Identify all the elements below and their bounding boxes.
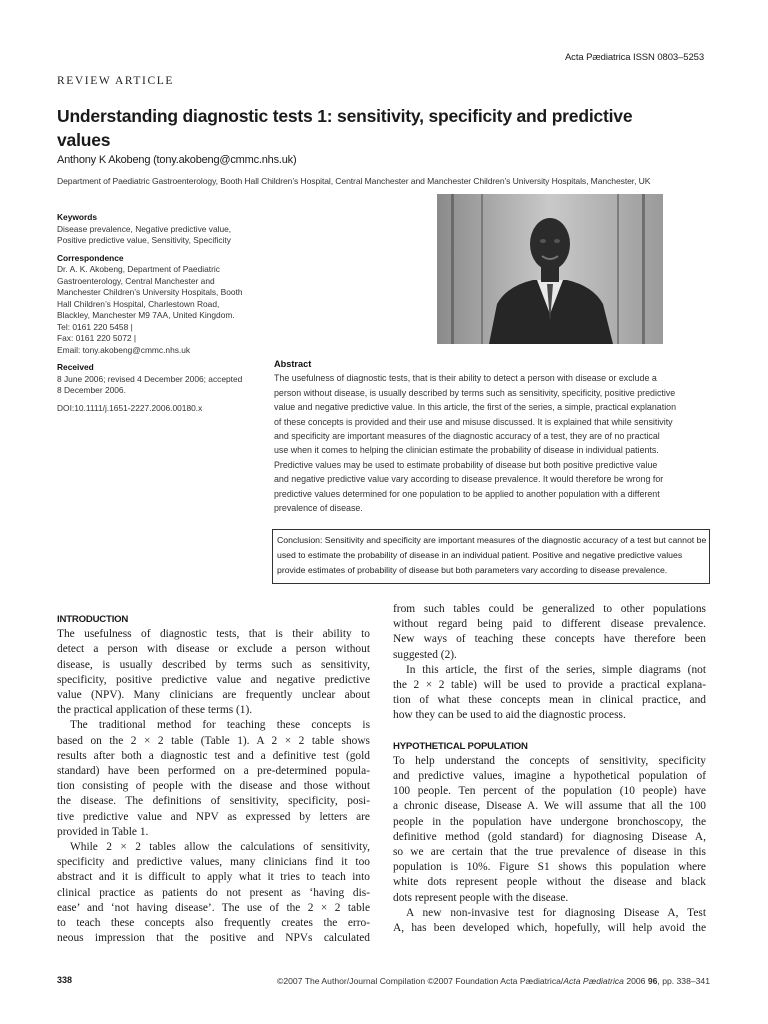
text-line: clinical practice as patients do not present as ‘having dis- bbox=[57, 886, 370, 899]
abstract-line: prevalence of disease. bbox=[274, 503, 363, 514]
right-paragraph-1 bbox=[393, 602, 706, 663]
footer-journal: Acta Pædiatrica bbox=[563, 976, 624, 986]
abstract-line: predictive values determined for one population to be applied to another population with a different bbox=[274, 488, 660, 499]
text-line: specificity, positive predictive value and negative predictive bbox=[57, 673, 370, 686]
doi[interactable]: DOI:10.1111/j.1651-2227.2006.00180.x bbox=[57, 402, 203, 413]
text-line: without regard being paid to different disease prevalence. bbox=[393, 618, 706, 631]
text-line: A, has been developed which, hopefully, will help avoid the bbox=[393, 922, 706, 935]
abstract-line: and specificity are important measures of the diagnostic accuracy of a test, they are of no practical bbox=[274, 431, 660, 442]
correspondence-phone: Tel: 0161 220 5458 | bbox=[57, 321, 133, 332]
conclusion-box bbox=[272, 529, 710, 584]
journal-issn: Acta Pædiatrica ISSN 0803–5253 bbox=[564, 52, 704, 63]
abstract-line: of these concepts is provided and their use and misuse discussed. It is explained that while sensitivity bbox=[274, 416, 673, 427]
text-line: from such tables could be generalized to other populations bbox=[393, 603, 706, 615]
received-line: 8 December 2006. bbox=[57, 385, 126, 395]
text-line: how they can be used to aid the diagnostic process. bbox=[393, 709, 626, 722]
correspondence-line: Blackley, Manchester M9 7AA, United Kingdom. bbox=[57, 310, 235, 320]
text-line: provided in Table 1. bbox=[57, 825, 149, 838]
correspondence-line: Manchester Children’s University Hospitals, Booth bbox=[57, 287, 243, 297]
correspondence-email[interactable]: Email: tony.akobeng@cmmc.nhs.uk bbox=[57, 344, 191, 355]
correspondence-line: Gastroenterology, Central Manchester and bbox=[57, 275, 215, 286]
correspondence-line: Hall Children’s Hospital, Charlestown Road, bbox=[57, 298, 220, 309]
body-column-left bbox=[57, 602, 370, 946]
footer-citation bbox=[277, 976, 710, 986]
text-line: so we are certain that the true prevalence of disease in this bbox=[393, 846, 706, 859]
text-line: specificity and predictive values, many clinicians find it too bbox=[57, 856, 370, 869]
text-line: tion of what these concepts mean in clinical practice, and bbox=[393, 694, 706, 707]
text-line: The usefulness of diagnostic tests, that is their ability to bbox=[57, 628, 370, 641]
text-line: a chronic disease, Disease A. We will assume that all the 100 bbox=[393, 800, 706, 813]
hypo-paragraph-2 bbox=[393, 906, 706, 936]
keywords-line: Positive predictive value, Sensitivity, Specificity bbox=[57, 235, 231, 245]
text-line: New ways of teaching these concepts have therefore been bbox=[393, 633, 706, 646]
text-line: ease’ and ‘not having disease’. The use of the 2 × 2 table bbox=[57, 901, 370, 914]
hypo-paragraph-1 bbox=[393, 754, 706, 906]
text-line: definitive method (gold standard) for diagnosing Disease A, bbox=[393, 830, 706, 843]
text-line: the disease. The definitions of sensitivity, specificity, posi- bbox=[57, 795, 370, 808]
correspondence-fax: Fax: 0161 220 5072 | bbox=[57, 333, 137, 343]
intro-paragraph-2 bbox=[57, 718, 370, 840]
footer-copyright: ©2007 The Author/Journal Compilation ©2007 Foundation Acta Pædiatrica/ bbox=[277, 976, 564, 986]
title-line: Understanding diagnostic tests 1: sensitivity, specificity and predictive bbox=[57, 106, 633, 126]
intro-paragraph-3 bbox=[57, 840, 370, 946]
article-title bbox=[57, 104, 697, 152]
text-line: While 2 × 2 tables allow the calculations of sensitivity, bbox=[70, 841, 370, 854]
text-line: abstract and it is difficult to apply what it tries to teach into bbox=[57, 871, 370, 884]
text-line: The traditional method for teaching these concepts is bbox=[70, 719, 370, 732]
keywords-line: Disease prevalence, Negative predictive value, bbox=[57, 223, 232, 234]
text-line: people in the population have undergone bronchoscopy, the bbox=[393, 815, 706, 828]
abstract-line: The usefulness of diagnostic tests, that is their ability to detect a person with disease or exclude a bbox=[274, 373, 657, 384]
text-line: To help understand the concepts of sensitivity, specificity bbox=[393, 754, 706, 767]
introduction-heading: INTRODUCTION bbox=[57, 614, 129, 625]
footer-pages: , pp. 338–341 bbox=[657, 976, 710, 986]
author: Anthony K Akobeng (tony.akobeng@cmmc.nhs.uk) bbox=[57, 154, 297, 166]
abstract-line: value and negative predictive value. In this article, the first of the series, a simple, practical explanation bbox=[274, 402, 677, 413]
text-line: white dots represent people without the disease and black bbox=[393, 876, 706, 889]
text-line: the 2 × 2 table) will be used to provide a practical explana- bbox=[393, 679, 706, 692]
text-line: suggested (2). bbox=[393, 648, 457, 661]
hypothetical-population-heading: HYPOTHETICAL POPULATION bbox=[393, 740, 528, 752]
text-line: tive predictive value and NPV as expressed by letters are bbox=[57, 810, 370, 823]
right-paragraph-2 bbox=[393, 663, 706, 724]
text-line: dots represent people with the disease. bbox=[393, 891, 569, 904]
author-portrait-image bbox=[437, 194, 663, 344]
conclusion-line: used to estimate the probability of disease in an individual patient. Positive and negative predictive values bbox=[277, 550, 683, 560]
text-line: value (NPV). Many clinicians are frequently unclear about bbox=[57, 689, 370, 702]
text-line: results after both a diagnostic test and a definitive test (gold bbox=[57, 749, 370, 762]
footer-volume: 96 bbox=[647, 976, 658, 986]
text-line: the practical application of these terms (1). bbox=[57, 704, 253, 717]
keywords-heading: Keywords bbox=[57, 212, 98, 222]
title-line: values bbox=[57, 130, 111, 150]
abstract-line: use when it comes to helping the clinician estimate the probability of disease in individual patients. bbox=[274, 445, 659, 456]
text-line: In this article, the first of the series, simple diagrams (not bbox=[406, 663, 706, 676]
conclusion-line: Conclusion: Sensitivity and specificity are important measures of the diagnostic accuracy of a test but cannot be bbox=[277, 535, 707, 545]
abstract-heading: Abstract bbox=[274, 359, 312, 369]
abstract-line: and negative predictive value vary according to disease prevalence. It would therefore be wrong for bbox=[274, 474, 664, 485]
footer-year: 2006 bbox=[626, 976, 646, 986]
abstract-line: person without disease, is usually described by terms such as sensitivity, specificity, positive predictive bbox=[274, 387, 676, 398]
text-line: tion consisting of people with the disease and those without bbox=[57, 780, 370, 793]
author-photo bbox=[437, 194, 663, 344]
text-line: 100 people. Ten percent of the population (10 people) have bbox=[393, 785, 706, 798]
correspondence-line: Dr. A. K. Akobeng, Department of Paediatric bbox=[57, 264, 220, 274]
conclusion-line: provide estimates of probability of disease but both parameters vary according to disease prevalence. bbox=[277, 565, 668, 575]
page-number: 338 bbox=[57, 975, 73, 985]
text-line: neous impression that the positive and NPVs calculated bbox=[57, 932, 370, 945]
received-heading: Received bbox=[57, 362, 94, 372]
abstract bbox=[274, 357, 710, 575]
body-column-right bbox=[393, 602, 706, 936]
affiliation: Department of Paediatric Gastroenterology, Booth Hall Children’s Hospital, Central Manchester and Manchester Children’s University Hospitals, Manchester, UK bbox=[57, 176, 651, 186]
text-line: standard) have been performed on a pre-determined popula- bbox=[57, 765, 370, 778]
text-line: based on the 2 × 2 table (Table 1). A 2 × 2 table shows bbox=[57, 734, 370, 747]
article-info-sidebar bbox=[57, 212, 257, 414]
section-gap bbox=[393, 724, 706, 739]
text-line: to teach these concepts also frequently creates the erro- bbox=[57, 917, 370, 930]
text-line: disease, is usually described by terms such as sensitivity, bbox=[57, 658, 370, 671]
article-type: REVIEW ARTICLE bbox=[57, 75, 174, 87]
received-line: 8 June 2006; revised 4 December 2006; accepted bbox=[57, 373, 243, 384]
correspondence-heading: Correspondence bbox=[57, 252, 124, 263]
text-line: detect a person with disease or exclude a person without bbox=[57, 643, 370, 656]
text-line: and predictive values, imagine a hypothetical population of bbox=[393, 770, 706, 783]
text-line: A new non-invasive test for diagnosing Disease A, Test bbox=[406, 906, 706, 919]
text-line: population is 10%. Figure S1 shows this population where bbox=[393, 861, 706, 874]
intro-paragraph-1 bbox=[57, 627, 370, 718]
abstract-line: Predictive values may be used to estimate probability of disease but both positive predictive value bbox=[274, 459, 658, 470]
